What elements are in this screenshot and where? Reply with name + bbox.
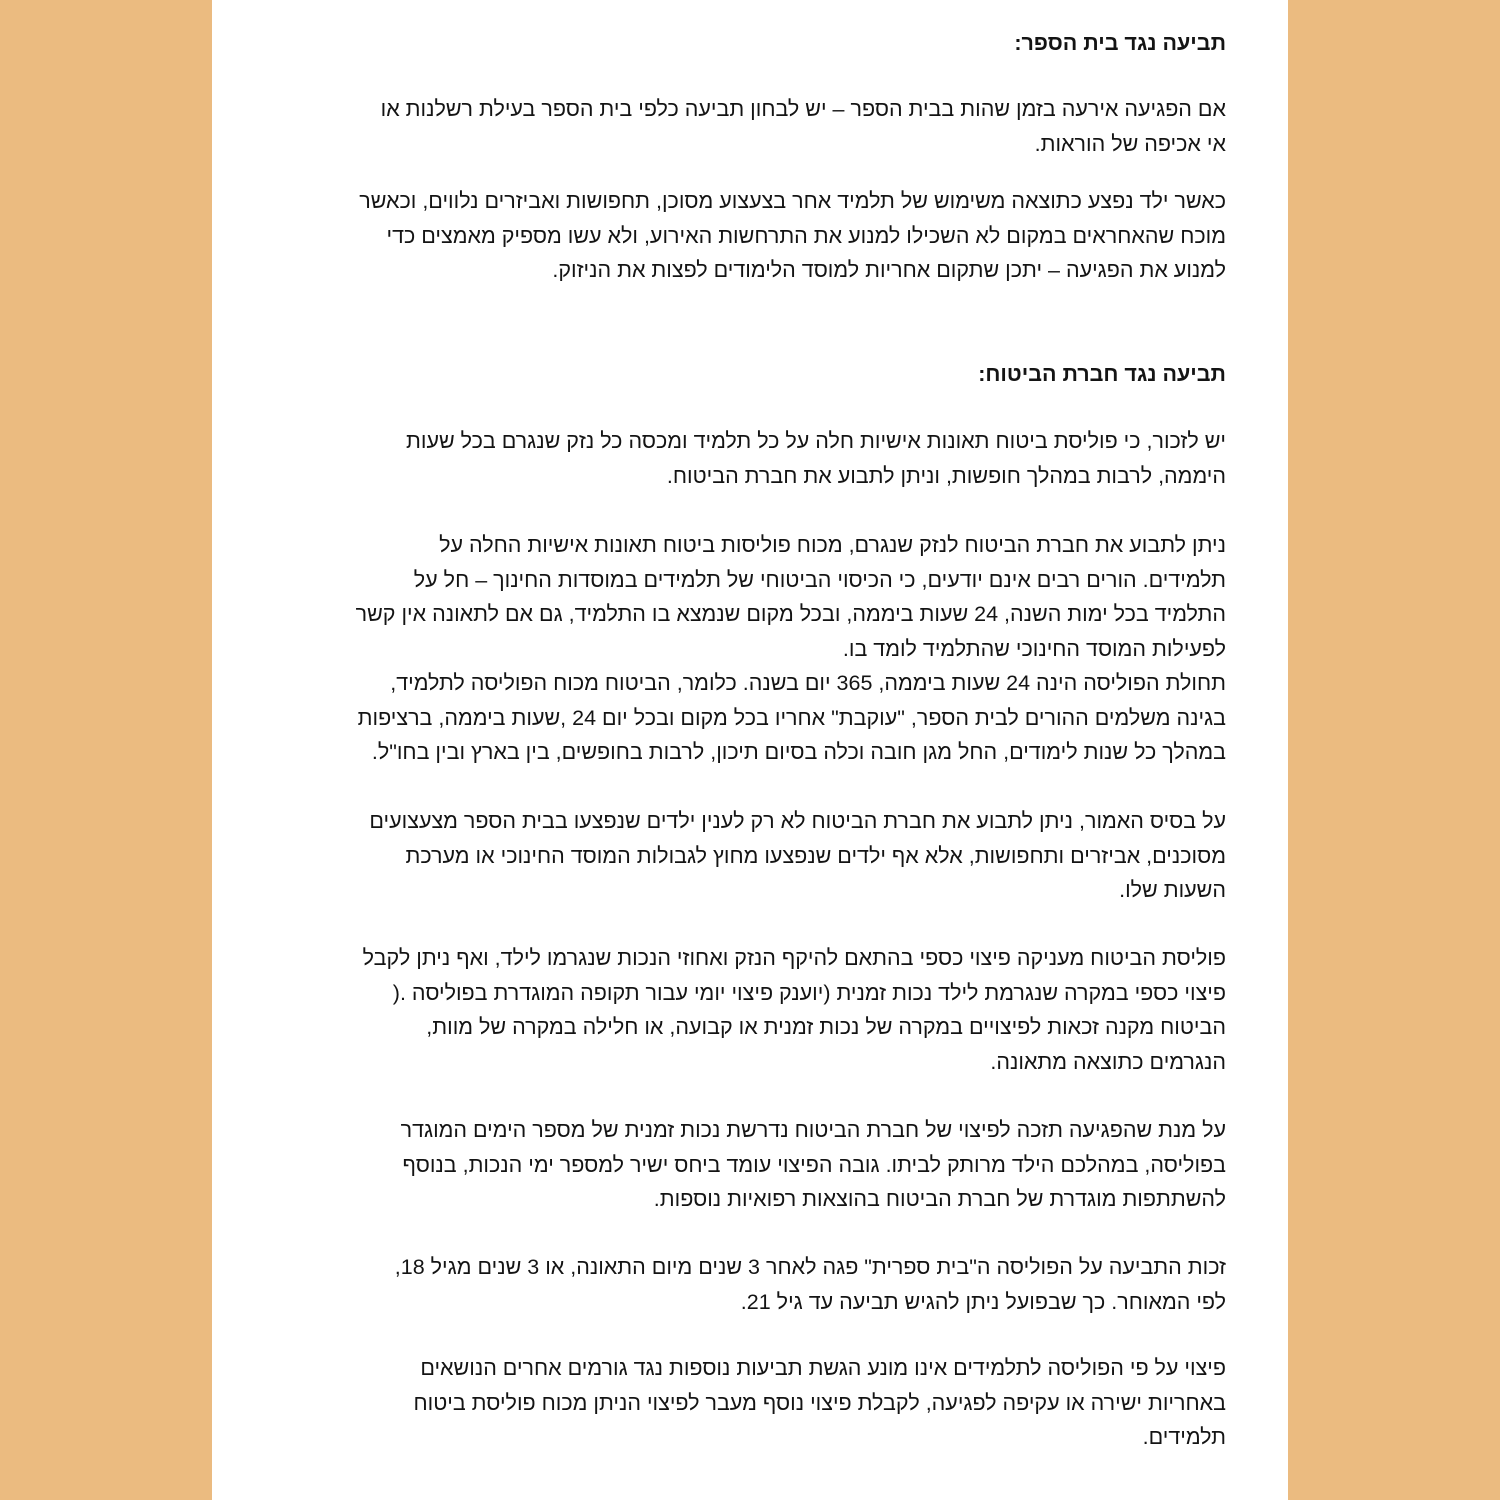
heading-text: תביעה נגד חברת הביטוח: xyxy=(978,362,1226,386)
text-line: התלמיד בכל ימות השנה, 24 שעות ביממה, ובכל מקום שנמצא בו התלמיד, גם אם לתאונה אין קשר xyxy=(355,602,1226,626)
insurance-paragraph-3 xyxy=(369,804,1226,908)
text-line: מסוכנים, אביזרים ותחפושות, אלא אף ילדים שנפצעו מחוץ לגבולות המוסד החינוכי או מערכת xyxy=(405,843,1226,868)
insurance-paragraph-6 xyxy=(395,1250,1226,1319)
insurance-paragraph-1 xyxy=(406,424,1226,493)
school-paragraph-2 xyxy=(359,184,1226,288)
text-line: לפי המאוחר. כך שבפועל ניתן להגיש תביעה עד גיל 21. xyxy=(740,1289,1226,1314)
insurance-paragraph-7 xyxy=(413,1351,1226,1455)
text-line: לפעילות המוסד החינוכי שהתלמיד לומד בו. xyxy=(842,636,1226,661)
text-line: פיצוי כספי במקרה שנגרמת לילד נכות זמנית (יוענק פיצוי יומי עבור תקופה המוגדרת בפוליסה .( xyxy=(392,980,1226,1005)
section-heading-insurance xyxy=(978,357,1226,392)
text-line: להשתתפות מוגדרת של חברת הביטוח בהוצאות רפואיות נוספות. xyxy=(653,1187,1226,1211)
text-line: באחריות ישירה או עקיפה לפגיעה, לקבלת פיצוי נוסף מעבר לפיצוי הניתן מכוח פוליסת ביטוח xyxy=(413,1390,1226,1415)
text-line: פיצוי על פי הפוליסה לתלמידים אינו מונע הגשת תביעות נוספות נגד גורמים אחרים הנושאים xyxy=(420,1356,1226,1380)
text-line: כאשר ילד נפצע כתוצאה משימוש של תלמיד אחר בצעצוע מסוכן, תחפושות ואביזרים נלווים, וכאשר xyxy=(359,189,1226,213)
text-line: תלמידים. xyxy=(1142,1425,1226,1449)
text-line: הביטוח מקנה זכאות לפיצויים במקרה של נכות זמנית או קבועה, או חלילה במקרה של מוות, xyxy=(426,1015,1226,1039)
text-line: בפוליסה, במהלכם הילד מרותק לביתו. גובה הפיצוי עומד ביחס ישיר למספר ימי הנכות, בנוסף xyxy=(402,1152,1226,1177)
text-line: על מנת שהפגיעה תזכה לפיצוי של חברת הביטוח נדרשת נכות זמנית של מספר הימים המוגדר xyxy=(400,1118,1226,1142)
text-line: מוכח שהאחראים במקום לא השכילו למנוע את התרחשות האירוע, ולא עשו מספיק מאמצים כדי xyxy=(386,223,1226,248)
text-line: על בסיס האמור, ניתן לתבוע את חברת הביטוח לא רק לענין ילדים שנפצעו בבית הספר מצעצועים xyxy=(369,809,1226,833)
text-line: היממה, לרבות במהלך חופשות, וניתן לתבוע את חברת הביטוח. xyxy=(666,463,1226,488)
text-line: השעות שלו. xyxy=(1119,878,1226,902)
text-line: זכות התביעה על הפוליסה ה"בית ספרית" פגה לאחר 3 שנים מיום התאונה, או 3 שנים מגיל 18, xyxy=(394,1255,1226,1279)
heading-text: תביעה נגד בית הספר: xyxy=(1014,31,1226,55)
document-page xyxy=(212,0,1288,1500)
text-line: ניתן לתבוע את חברת הביטוח לנזק שנגרם, מכוח פוליסות ביטוח תאונות אישיות החלה על xyxy=(439,533,1226,557)
insurance-paragraph-2 xyxy=(356,528,1226,770)
text-line: אי אכיפה של הוראות. xyxy=(1034,131,1226,156)
text-line: הנגרמים כתוצאה מתאונה. xyxy=(990,1049,1226,1074)
section-heading-school xyxy=(1014,26,1226,61)
text-line: במהלך כל שנות לימודים, החל מגן חובה וכלה בסיום תיכון, לרבות בחופשים, בין בארץ ובין בחו"ל. xyxy=(371,740,1226,764)
text-line: פוליסת הביטוח מעניקה פיצוי כספי בהתאם להיקף הנזק ואחוזי הנכות שנגרמו לילד, ואף ניתן לקבל xyxy=(362,946,1226,970)
text-line: אם הפגיעה אירעה בזמן שהות בבית הספר – יש לבחון תביעה כלפי בית הספר בעילת רשלנות או xyxy=(380,97,1226,121)
insurance-paragraph-5 xyxy=(401,1113,1226,1217)
text-line: למנוע את הפגיעה – יתכן שתקום אחריות למוסד הלימודים לפצות את הניזוק. xyxy=(552,258,1226,282)
insurance-paragraph-4 xyxy=(363,941,1226,1079)
text-line: יש לזכור, כי פוליסת ביטוח תאונות אישיות חלה על כל תלמיד ומכסה כל נזק שנגרם בכל שעות xyxy=(406,429,1226,453)
text-line: בגינה משלמים ההורים לבית הספר, "עוקבת" אחריו בכל מקום ובכל יום 24 ,שעות ביממה, ברציפות xyxy=(357,705,1226,730)
text-line: תלמידים. הורים רבים אינם יודעים, כי הכיסוי הביטוחי של תלמידים במוסדות החינוך – חל על xyxy=(413,567,1226,592)
text-line: תחולת הפוליסה הינה 24 שעות ביממה, 365 יום בשנה. כלומר, הביטוח מכוח הפוליסה לתלמיד, xyxy=(390,671,1226,695)
school-paragraph-1 xyxy=(381,92,1226,161)
